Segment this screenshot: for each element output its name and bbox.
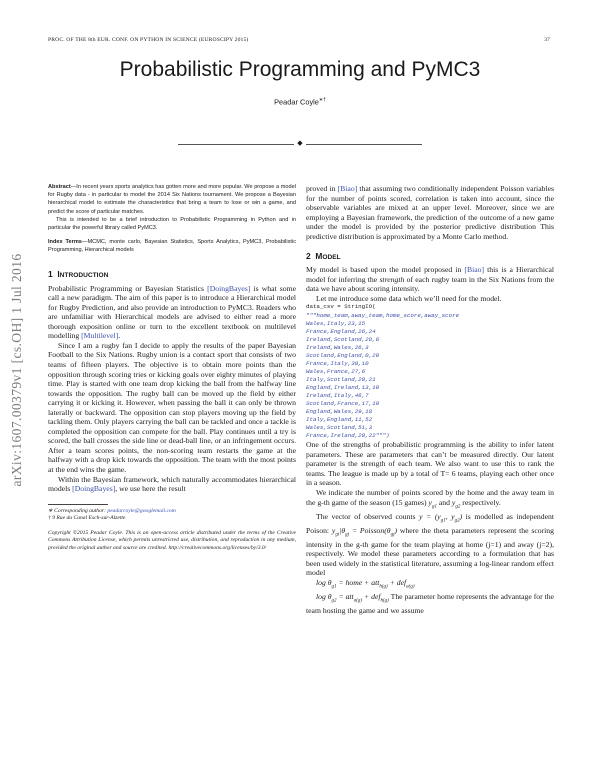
right-column xyxy=(306,184,554,616)
paper-title: Probabilistic Programming and PyMC3 xyxy=(119,58,481,81)
model-paragraph-1: My model is based upon the model proposed in [Biao] this is a Hierarchical model for inferring the strength of each rugby team in the Six Nations from the data we have about scoring intensity. xyxy=(306,265,555,294)
code-line: Italy,Scotland,20,21 xyxy=(306,375,376,383)
code-line: Wales,Scotland,51,3 xyxy=(306,424,373,432)
abstract-label: Abstract xyxy=(48,184,71,190)
running-header: PROC. OF THE 8th EUR. CONF. ON PYTHON IN SCIENCE (EUROSCIPY 2015) xyxy=(48,37,249,43)
code-line: France,England,26,24 xyxy=(306,327,376,335)
code-line: France,Italy,30,10 xyxy=(306,359,369,367)
section-heading-model: 2 MODEL xyxy=(306,251,341,262)
author-line xyxy=(0,97,600,106)
citation-link[interactable]: [DoingBayes] xyxy=(207,283,251,293)
separator-diamond-icon: ◆ xyxy=(297,139,303,147)
abstract xyxy=(48,183,296,255)
code-line: data_csv = StringIO( xyxy=(306,303,376,311)
model-body xyxy=(306,265,554,303)
index-terms-text: —MCMC, monte carlo, Bayesian Statistics, Sports Analytics, PyMC3, Probabilistic Programming, Hierarchical models xyxy=(48,239,296,254)
separator-rule-left xyxy=(178,144,294,145)
code-line: Italy,England,11,52 xyxy=(306,416,373,424)
code-line: Wales,Italy,23,15 xyxy=(306,319,366,327)
abstract-text: —In recent years sports analytics has gotten more and more popular. We propose a model for Rugby data - in particular to model the 2014 Six Nations tournament. We propose a Bayesian hierarchical model to estimate the characteristics that bring a team to lose or win a game, and predict the score of particular matches. xyxy=(48,184,296,215)
code-line: England,Wales,29,18 xyxy=(306,408,373,416)
code-line: Wales,France,27,6 xyxy=(306,367,366,375)
code-line: Scotland,England,0,20 xyxy=(306,351,380,359)
model-paragraph-5: The vector of observed counts $y = (y_{g1}$, $y_{g2}$) is modelled as independent Poison: $y_{gi}|\theta_{gj}$ = $Poisson(\theta_{gj})$ where the theta parameters represent the scoring intensity in the g-th game for the team playing at home (j=1) and away (j=2), respectively. We model these parameters according to a formulation that has been used widely in the statistical literature, assuming a log-linear random effect model xyxy=(306,511,554,578)
author-name: Peadar Coyle xyxy=(274,97,319,107)
right-body xyxy=(306,184,554,241)
intro-paragraph-2: Since I am a rugby fan I decide to apply the results of the paper Bayesian Football to the Six Nations. Rugby union is a contact sport that consists of two teams of fifteen players. The objective is to obtain more points than the opposition through scoring tries or kicking goals over eighty minutes of playing time. Play is started with one team drop kicking the ball from the halfway line towards the opposition. The rugby ball can be moved up the field by either carrying it or kicking it. However, when passing the ball it can only be thrown laterally or backward. The opposition can stop players moving up the field by tackling them. Only players carrying the ball can be tackled and once a tackle is completed the opposition can compete for the ball. Play continues until a try is scored, the ball crosses the side line or dead-ball line, or an infringement occurs. After a team scores points, the non-scoring team restarts the game at the halfway with a drop kick towards the opposition. The team with the most points at the end wins the game. xyxy=(48,340,296,475)
intro-paragraph-3: Within the Bayesian framework, which naturally accommodates hierarchical models [DoingBayes], we use here the result xyxy=(48,474,296,494)
left-column xyxy=(48,183,296,552)
code-block xyxy=(306,303,554,440)
model-paragraph-3: One of the strengths of probabilistic programming is the ability to infer latent parameters. These are parameters that can’t be measured directly. Our latent parameter is the strength of each team. We also want to use this to rank the teams. The league is made up by a total of T= 6 teams, playing each other once in a season. xyxy=(306,440,554,488)
equation-2: $\log \theta_{g2} = att_{a(g)} + def_{h(g)}$ The parameter home represents the advantage for the team hosting the game and we assume xyxy=(306,592,554,616)
citation-link[interactable]: [Multilevel] xyxy=(81,331,119,341)
intro-paragraph-1: Probabilistic Programming or Bayesian Statistics [DoingBayes] is what some call a new paradigm. The aim of this paper is to introduce a Hierarchical model for Rugby Prediction, and also provide an introduction to PyMC3. Readers who are unfamiliar with Hierarchical models are advised to either read a more thorough exposition online or turn to the excellent textbook on multilevel modelling [Multilevel]. xyxy=(48,283,296,341)
continued-paragraph: proved in [Biao] that assuming two conditionally independent Poisson variables for the number of points scored, correlation is taken into account, since the observable variables are mixed at an upper level. Moreover, since we are employing a Bayesian framework, the prediction of the outcome of a new game under the model is provided by the posterior predictive distribution This predictive distribution is approximated by a Monte Carlo method. xyxy=(306,184,554,241)
footnotes xyxy=(48,504,296,552)
abstract-text-2: This is intended to be a brief introduction to Probabilistic Programming in Python and in particular the powerful library called PyMC3. xyxy=(48,216,296,232)
footnote-address: † 9 Rue du Canal Esch-sur-Alzette xyxy=(48,515,126,522)
model-body-2 xyxy=(306,440,554,615)
code-line: Ireland,Wales,26,3 xyxy=(306,343,369,351)
citation-link[interactable]: [DoingBayes] xyxy=(72,484,116,494)
code-line: Ireland,Italy,46,7 xyxy=(306,391,369,399)
model-paragraph-4: We indicate the number of points scored by the home and the away team in the g-th game of the season (15 games) $y_{g1}$ and $y_{g2}$ respectively. xyxy=(306,488,554,510)
code-line: Scotland,France,17,19 xyxy=(306,400,380,408)
copyright-notice: Copyright ©2015 Peadar Coyle. This is an open-access article distributed under the terms of the Creative Commons Attribution License, which permits unrestricted use, distribution, and reproduction in any medium, provided the original author and source are credited. http://creativecommons.org/licenses/by/3.0/ xyxy=(48,529,296,551)
code-line: England,Ireland,13,10 xyxy=(306,383,380,391)
email-link[interactable]: peadarcoyle@googlemail.com xyxy=(107,507,176,514)
index-terms-label: Index Terms xyxy=(48,239,82,246)
introduction-body xyxy=(48,284,296,494)
page-number: 37 xyxy=(544,37,550,43)
code-line: Ireland,Scotland,28,6 xyxy=(306,335,380,343)
arxiv-stamp: arXiv:1607.00379v1 [cs.OH] 1 Jul 2016 xyxy=(9,253,24,487)
footnote-corresponding: ∗ Corresponding author: peadarcoyle@googlemail.com xyxy=(48,507,176,514)
citation-link[interactable]: [Biao] xyxy=(464,265,485,275)
citation-link[interactable]: [Biao] xyxy=(337,184,358,193)
code-line: """home_team,away_team,home_score,away_score xyxy=(306,311,460,319)
code-line: France,Ireland,20,22""") xyxy=(306,432,390,440)
footnote-rule xyxy=(48,504,108,505)
author-marks: ∗† xyxy=(318,97,326,103)
equation-1: $\log \theta_{g1}$ = home + att$_{h(g)}$ + def$_{a(g)}$ xyxy=(316,577,415,590)
model-paragraph-2: Let me introduce some data which we’ll need for the model. xyxy=(316,293,502,303)
section-heading-introduction: 1 INTRODUCTION xyxy=(48,268,109,279)
separator-rule-right xyxy=(306,144,422,145)
